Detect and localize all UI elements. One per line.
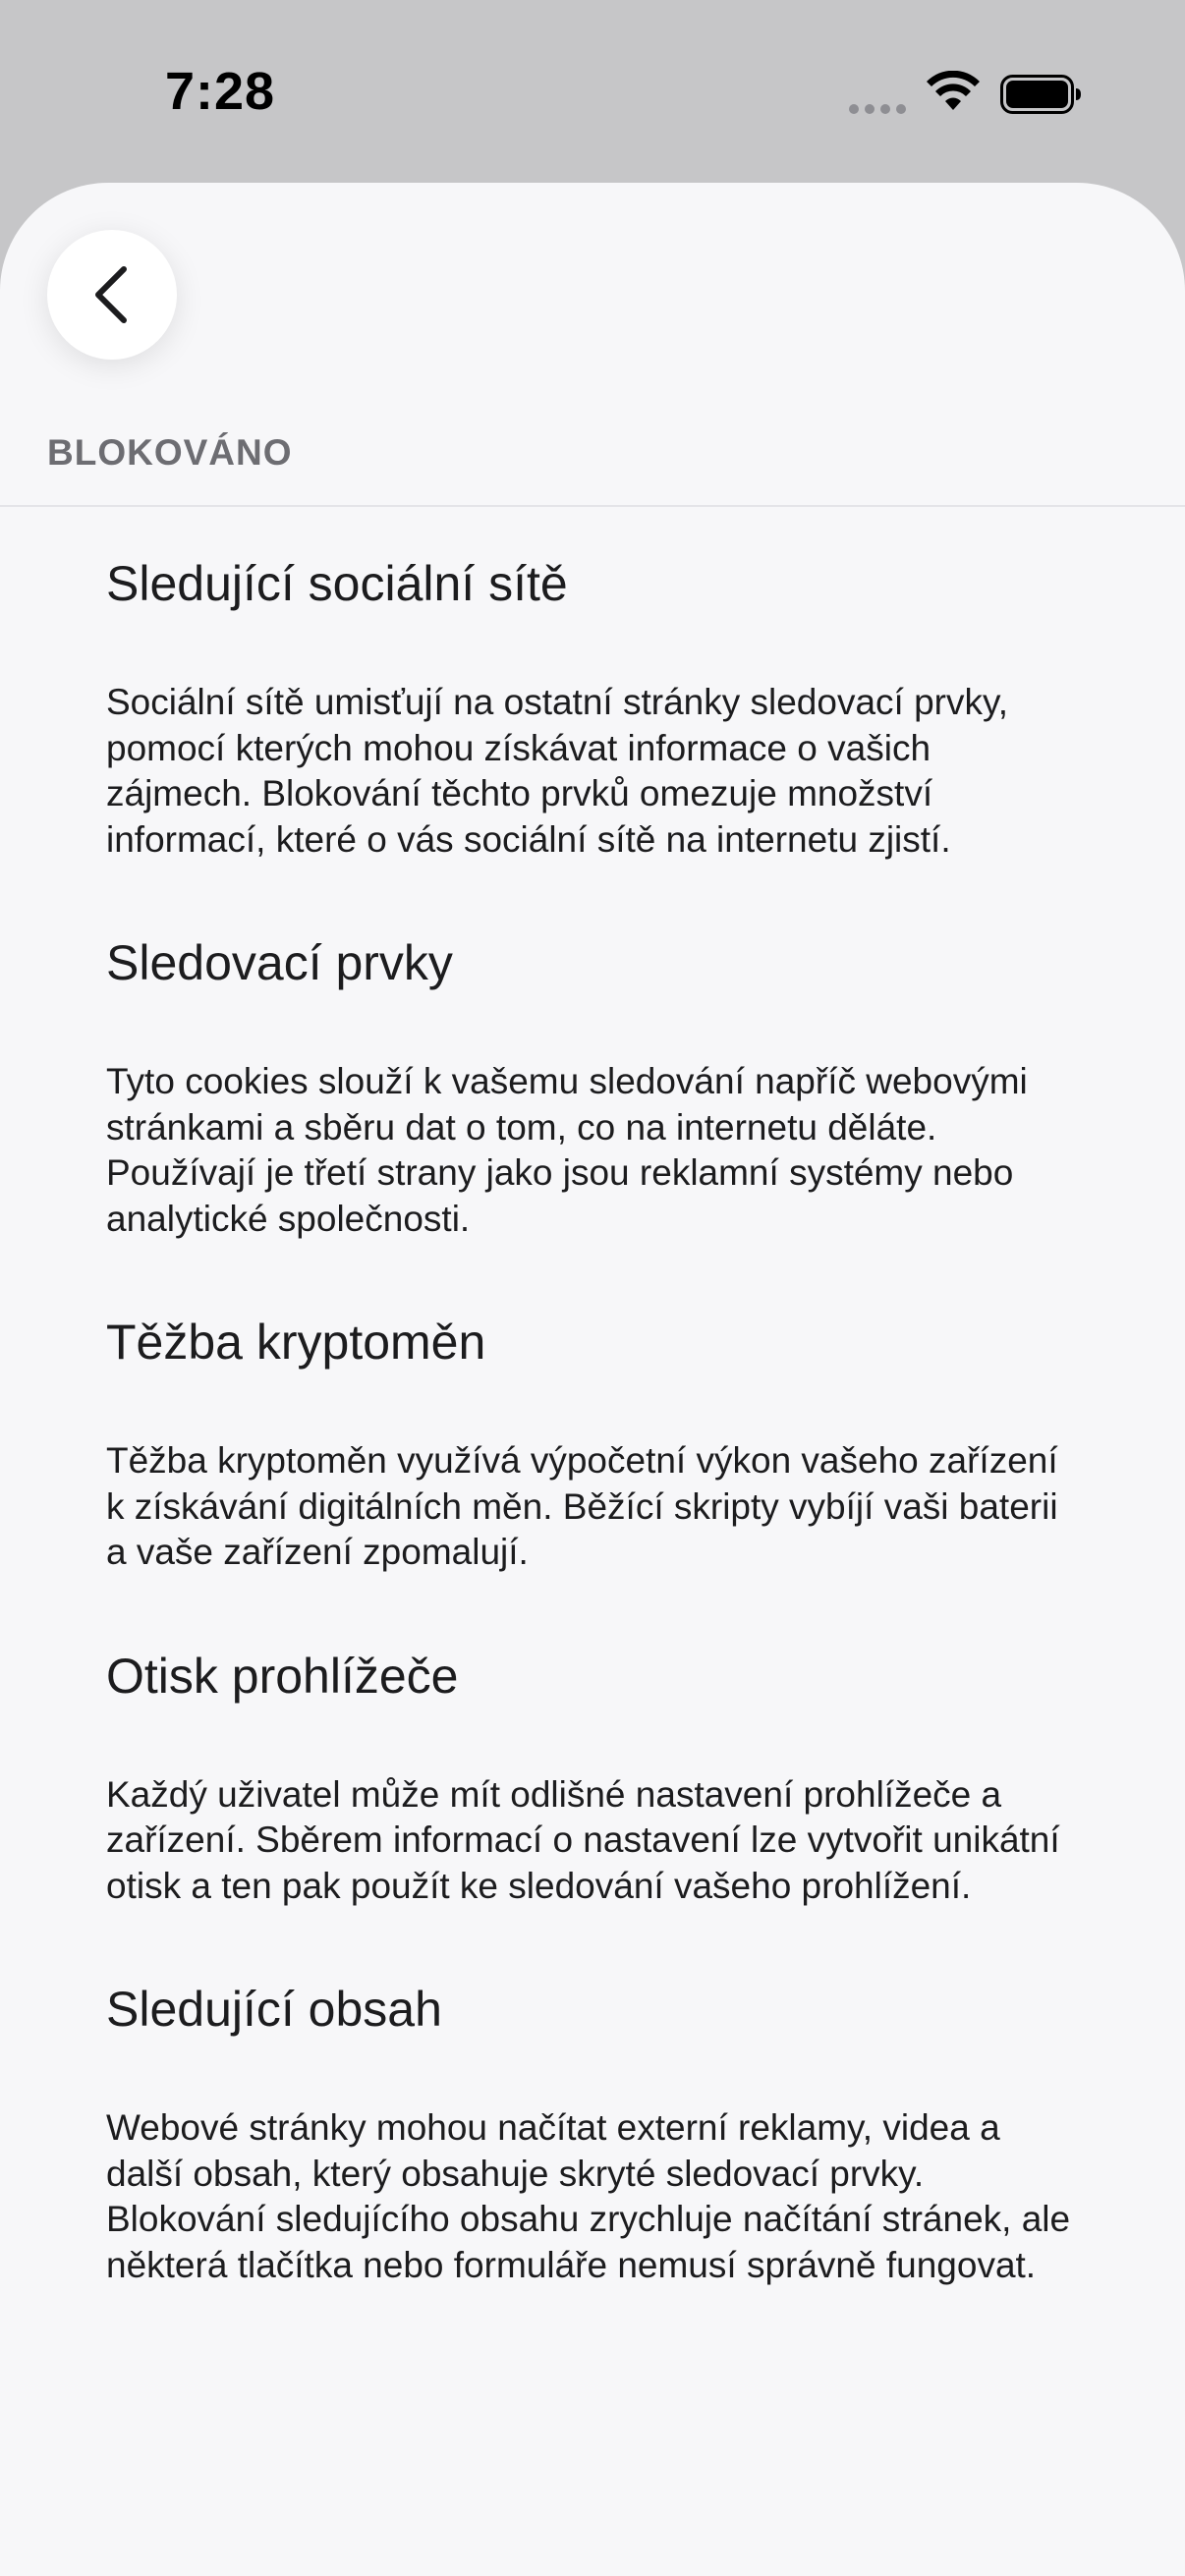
list-item bbox=[106, 931, 1079, 1242]
status-bar bbox=[0, 0, 1185, 183]
item-description: Webové stránky mohou načítat externí reklamy, videa a další obsah, který obsahuje skryté sledovací prvky. Blokování sledujícího obsahu zrychluje načítání stránek, ale některá tlačítka nebo formuláře nemusí správně fungovat. bbox=[106, 2107, 1071, 2285]
list-item bbox=[106, 1978, 1079, 2288]
item-title: Sledovací prvky bbox=[106, 935, 453, 990]
item-description: Sociální sítě umisťují na ostatní stránky sledovací prvky, pomocí kterých mohou získávat informace o vašich zájmech. Blokování těchto prvků omezuje množství informací, které o vás sociální sítě na internetu zjistí. bbox=[106, 682, 1009, 860]
section-header: BLOKOVÁNO bbox=[47, 432, 293, 473]
list-item bbox=[106, 552, 1079, 863]
item-title: Sledující obsah bbox=[106, 1982, 442, 2037]
status-time: 7:28 bbox=[165, 62, 276, 121]
signal-dots-icon bbox=[849, 104, 908, 114]
item-description: Těžba kryptoměn využívá výpočetní výkon vašeho zařízení k získávání digitálních měn. Běžící skripty vybíjí vaši baterii a vaše zařízení zpomalují. bbox=[106, 1440, 1058, 1572]
divider bbox=[0, 505, 1185, 507]
list-item bbox=[106, 1645, 1079, 1910]
battery-icon bbox=[1000, 75, 1083, 114]
chevron-left-icon bbox=[88, 263, 136, 326]
list-item bbox=[106, 1311, 1079, 1576]
item-title: Otisk prohlížeče bbox=[106, 1648, 459, 1704]
blocked-trackers-sheet bbox=[0, 183, 1185, 2576]
item-title: Sledující sociální sítě bbox=[106, 556, 568, 611]
item-description: Každý uživatel může mít odlišné nastavení prohlížeče a zařízení. Sběrem informací o nastavení lze vytvořit unikátní otisk a ten pak použít ke sledování vašeho prohlížení. bbox=[106, 1773, 1060, 1906]
tracker-list bbox=[106, 552, 1079, 2357]
wifi-icon bbox=[926, 71, 981, 114]
back-button[interactable] bbox=[47, 230, 177, 360]
item-description: Tyto cookies slouží k vašemu sledování napříč webovými stránkami a sběru dat o tom, co na internetu děláte. Používají je třetí strany jako jsou reklamní systémy nebo analytické společnosti. bbox=[106, 1061, 1028, 1239]
item-title: Těžba kryptoměn bbox=[106, 1315, 486, 1370]
